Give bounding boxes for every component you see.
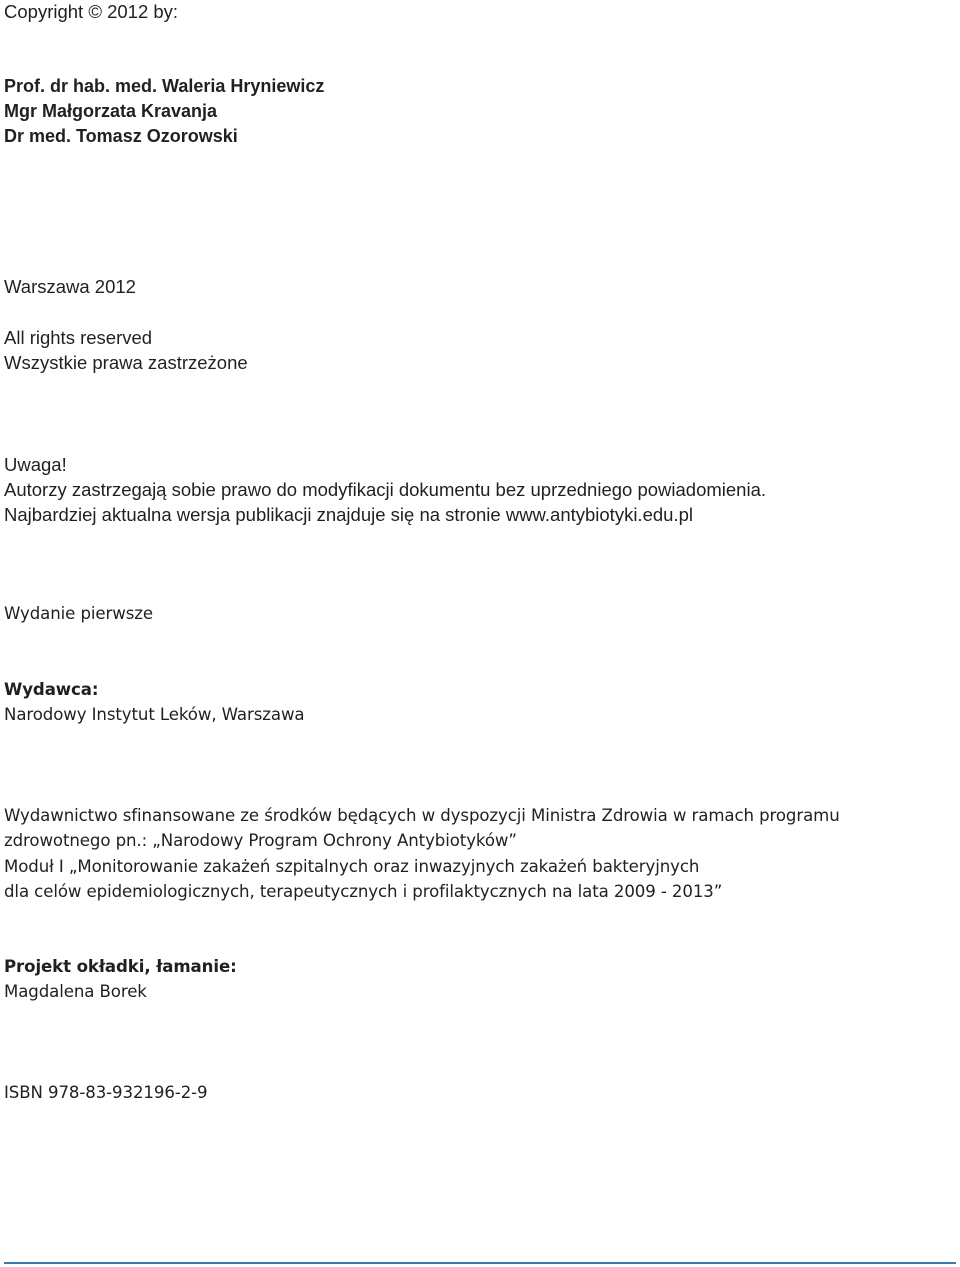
funding-line-1: Wydawnictwo sfinansowane ze środków będących w dyspozycji Ministra Zdrowia w ramach programu xyxy=(4,806,840,825)
cover-design-value: Magdalena Borek xyxy=(4,982,147,1001)
notice-line-1: Autorzy zastrzegają sobie prawo do modyfikacji dokumentu bez uprzedniego powiadomienia. xyxy=(4,479,767,500)
notice-line-2: Najbardziej aktualna wersja publikacji znajduje się na stronie www.antybiotyki.edu.pl xyxy=(4,504,693,525)
rights-pl: Wszystkie prawa zastrzeżone xyxy=(4,352,248,373)
bottom-rule xyxy=(4,1262,956,1264)
funding-line-4: dla celów epidemiologicznych, terapeutycznych i profilaktycznych na lata 2009 - 2013” xyxy=(4,882,723,901)
funding-line-3: Moduł I „Monitorowanie zakażeń szpitalnych oraz inwazyjnych zakażeń bakteryjnych xyxy=(4,857,700,876)
author-2: Mgr Małgorzata Kravanja xyxy=(4,101,218,121)
edition: Wydanie pierwsze xyxy=(4,604,153,623)
copyright-line: Copyright © 2012 by: xyxy=(4,1,179,22)
funding-line-2: zdrowotnego pn.: „Narodowy Program Ochrony Antybiotyków” xyxy=(4,831,517,850)
isbn: ISBN 978-83-932196-2-9 xyxy=(4,1083,208,1102)
author-1: Prof. dr hab. med. Waleria Hryniewicz xyxy=(4,76,325,96)
publisher-label: Wydawca: xyxy=(4,680,99,699)
rights-en: All rights reserved xyxy=(4,327,153,348)
notice-title: Uwaga! xyxy=(4,454,67,475)
publisher-value: Narodowy Instytut Leków, Warszawa xyxy=(4,705,305,724)
place-year: Warszawa 2012 xyxy=(4,276,136,297)
author-3: Dr med. Tomasz Ozorowski xyxy=(4,126,238,146)
cover-design-label: Projekt okładki, łamanie: xyxy=(4,957,237,976)
